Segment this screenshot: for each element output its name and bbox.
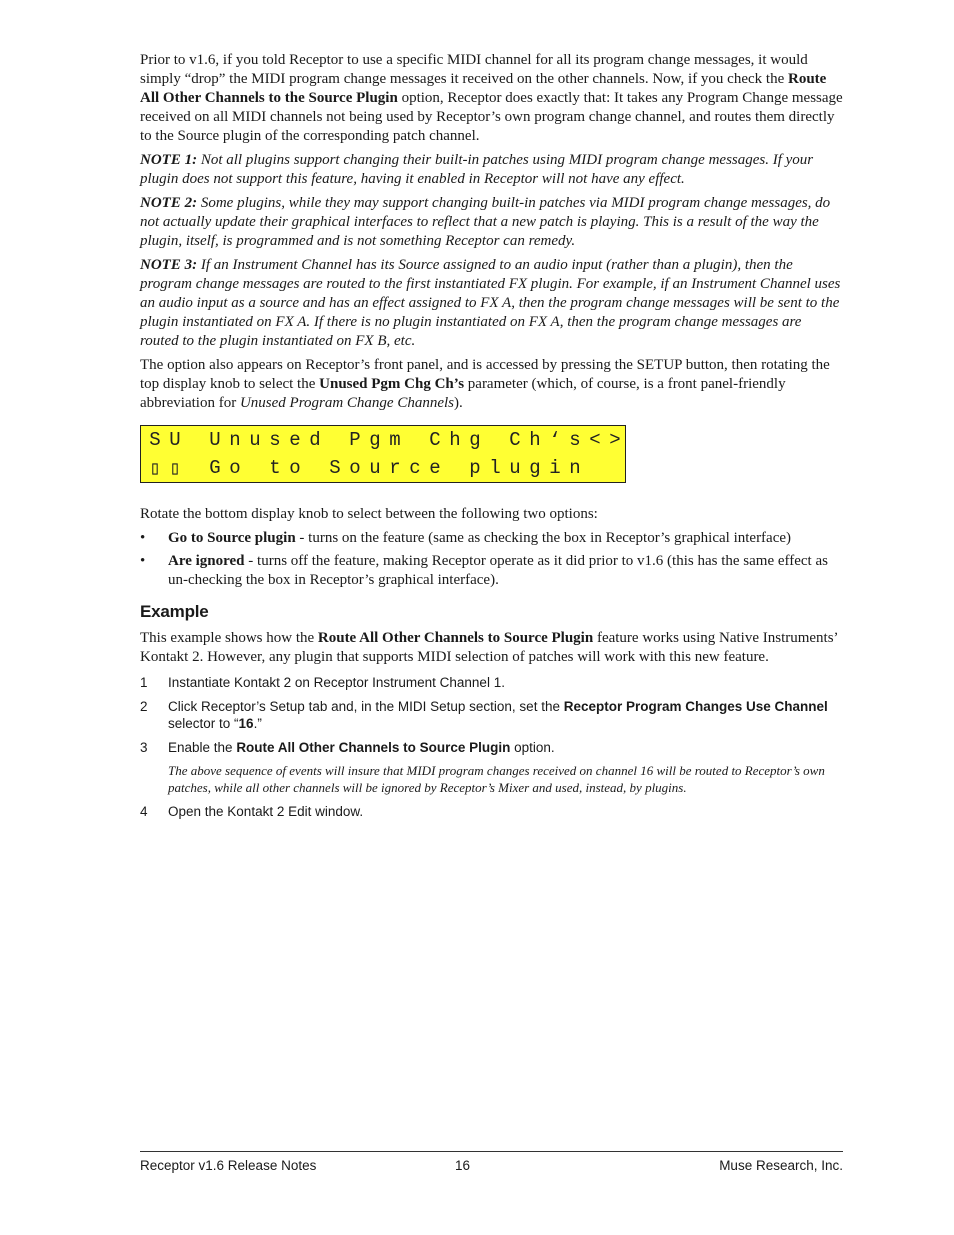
bullet-dot: •	[140, 530, 146, 546]
note-1-text: Not all plugins support changing their built-in patches using MIDI program change messages. If your plugin does not support this feature, having it enabled in Receptor will not have any effect.	[140, 152, 814, 187]
front-panel-text-3: ).	[454, 395, 463, 411]
options-list	[140, 529, 843, 590]
step-note: The above sequence of events will insure that MIDI program changes received on channel 16 will be routed to Receptor’s own patches, while all other channels will be ignored by Receptor’s Mixer and used, instead, by plugins.	[168, 763, 825, 795]
lcd-char: C	[509, 429, 521, 451]
bullet-dot: •	[140, 553, 146, 569]
list-item	[140, 552, 843, 590]
lcd-char: ▯	[169, 457, 181, 480]
step-text: Instantiate Kontakt 2 on Receptor Instrument Channel 1.	[168, 675, 505, 690]
lcd-char: S	[329, 457, 341, 479]
steps-list	[140, 674, 843, 820]
example-heading: Example	[140, 602, 209, 621]
step-item	[140, 674, 843, 691]
example-text-1: This example shows how the	[140, 630, 318, 646]
intro-paragraph	[140, 51, 843, 146]
lcd-char: s	[269, 429, 281, 451]
option-name: Are ignored	[168, 553, 245, 569]
note-2	[140, 194, 843, 251]
lcd-char: d	[309, 429, 321, 451]
note-3-label: NOTE 3:	[140, 257, 198, 273]
lcd-char: n	[229, 429, 241, 451]
intro-text-2: option, Receptor does exactly that: It takes any Program Change message received on all MIDI channels not being used by Receptor’s own program change channel, and routes them directly to the Source plugin of the corresponding patch channel.	[140, 90, 843, 144]
lcd-char: ‘	[549, 429, 561, 451]
step-item	[140, 739, 843, 796]
note-2-text: Some plugins, while they may support changing built-in patches via MIDI program change messages, do not actually update their graphical interfaces to reflect that a new patch is playing. This is a result of the way the plugin, itself, is programmed and is not something Receptor can remedy.	[140, 195, 831, 249]
note-3	[140, 256, 843, 351]
note-1-label: NOTE 1:	[140, 152, 198, 168]
lcd-char: G	[209, 457, 221, 479]
lcd-char: S	[149, 429, 161, 451]
front-panel-text-2: parameter (which, of course, is a front panel-friendly abbreviation for	[140, 376, 786, 411]
lcd-char: r	[389, 457, 401, 479]
note-1	[140, 151, 843, 189]
lcd-char: m	[389, 429, 401, 451]
step-bold: Receptor Program Changes Use Channel	[563, 699, 828, 714]
rotate-paragraph: Rotate the bottom display knob to select between the following two options:	[140, 506, 598, 522]
lcd-char: g	[469, 429, 481, 451]
example-paragraph	[140, 629, 843, 667]
lcd-char: U	[169, 429, 181, 451]
note-3-text: If an Instrument Channel has its Source assigned to an audio input (rather than a plugin), then the program change messages are routed to the first instantiated FX plugin. For example, if an Instrument Channel uses an audio input as a source and has an effect assigned to FX A, then the program change messages will be sent to the plugin instantiated on FX A. If there is no plugin instantiated on FX A, then the program change messages are routed to the plugin instantiated on FX B, etc.	[140, 257, 841, 349]
example-text-2: feature works using Native Instruments’ Kontakt 2. However, any plugin that supports MIDI selection of patches will work with this new feature.	[140, 630, 838, 665]
option-desc: - turns off the feature, making Receptor operate as it did prior to v1.6 (this has the same effect as un-checking the box in Receptor’s graphical interface).	[168, 553, 828, 588]
lcd-char: e	[289, 429, 301, 451]
lcd-row-top	[141, 426, 625, 454]
lcd-char: ▯	[149, 457, 161, 480]
intro-text-1: Prior to v1.6, if you told Receptor to use a specific MIDI channel for all its program change messages, it would simply “drop” the MIDI program change messages it received on the other channels. Now, if you check the	[140, 52, 808, 87]
step-text: Enable the	[168, 740, 237, 755]
step-item	[140, 698, 843, 732]
front-panel-param: Unused Pgm Chg Ch’s	[319, 376, 465, 392]
lcd-char: u	[509, 457, 521, 479]
lcd-char: <	[589, 429, 601, 451]
step-number: 3	[140, 740, 148, 755]
intro-bold-option: Route All Other Channels to the Source Plugin	[140, 71, 827, 106]
lcd-char: >	[609, 429, 621, 451]
step-text: Click Receptor’s Setup tab and, in the MIDI Setup section, set the	[168, 699, 564, 714]
lcd-char: U	[209, 429, 221, 451]
step-number: 4	[140, 804, 148, 819]
lcd-char: u	[369, 457, 381, 479]
front-panel-paragraph	[140, 356, 843, 413]
option-desc: - turns on the feature (same as checking the box in Receptor’s graphical interface)	[295, 530, 792, 546]
lcd-char: n	[569, 457, 581, 479]
lcd-char: u	[249, 429, 261, 451]
lcd-char: p	[469, 457, 481, 479]
step-number: 1	[140, 675, 148, 690]
step-text: selector to “	[168, 716, 239, 731]
lcd-char: P	[349, 429, 361, 451]
front-panel-italic: Unused Program Change Channels	[239, 395, 454, 411]
lcd-char: c	[409, 457, 421, 479]
lcd-char: h	[449, 429, 461, 451]
step-bold: 16	[238, 716, 254, 731]
footer-page-number: 16	[455, 1158, 471, 1173]
lcd-char: o	[349, 457, 361, 479]
footer-doc-title: Receptor v1.6 Release Notes	[140, 1158, 317, 1173]
footer-company: Muse Research, Inc.	[719, 1158, 843, 1173]
step-text: Open the Kontakt 2 Edit window.	[168, 804, 364, 819]
lcd-char: t	[269, 457, 281, 479]
lcd-char: h	[529, 429, 541, 451]
lcd-char: g	[529, 457, 541, 479]
lcd-row-bottom	[141, 454, 625, 482]
note-2-label: NOTE 2:	[140, 195, 198, 211]
list-item	[140, 529, 843, 548]
front-panel-text-1: The option also appears on Receptor’s front panel, and is accessed by pressing the SETUP button, then rotating the top display knob to select the	[140, 357, 830, 392]
lcd-char: g	[369, 429, 381, 451]
step-bold: Route All Other Channels to Source Plugin	[236, 740, 511, 755]
example-bold: Route All Other Channels to Source Plugin	[317, 630, 594, 646]
lcd-char: o	[289, 457, 301, 479]
step-number: 2	[140, 699, 148, 714]
lcd-char: l	[489, 457, 501, 479]
step-text: .”	[253, 716, 262, 731]
lcd-char: C	[429, 429, 441, 451]
step-item	[140, 803, 843, 820]
option-name: Go to Source plugin	[168, 530, 296, 546]
page-content	[140, 51, 843, 827]
lcd-char: i	[549, 457, 561, 479]
lcd-char: s	[569, 429, 581, 451]
lcd-char: o	[229, 457, 241, 479]
lcd-char: e	[429, 457, 441, 479]
step-text: option.	[510, 740, 555, 755]
page-footer	[140, 1151, 843, 1173]
lcd-display	[140, 425, 626, 483]
